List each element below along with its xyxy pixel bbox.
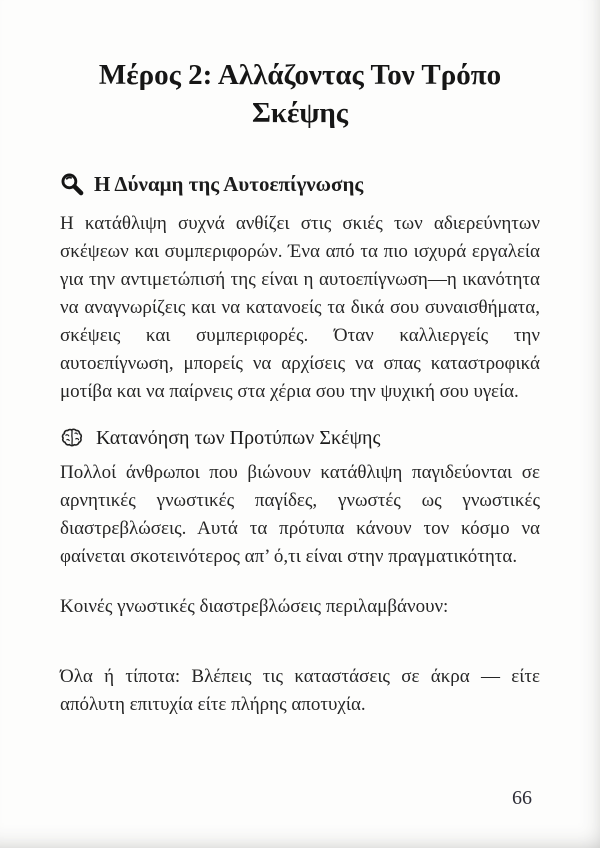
section-heading-label: Η Δύναμη της Αυτοεπίγνωσης [94,171,364,196]
section-heading-label: Κατανόηση των Προτύπων Σκέψης [96,426,381,449]
magnifier-icon [60,172,84,196]
distortion-item-all-or-nothing: Όλα ή τίποτα: Βλέπεις τις καταστάσεις σε άκρα — είτε απόλυτη επιτυχία είτε πλήρης αποτυχία. [60,665,540,715]
paragraph-thought-patterns: Πολλοί άνθρωποι που βιώνουν κατάθλιψη παγιδεύονται σε αρνητικές γνωστικές παγίδες, γνωστές ως γνωστικές διαστρεβλώσεις. Αυτά τα πρότυπα κάνουν τον κόσμο να φαίνεται σκοτεινότερος απ’ ό,τι είναι στην πραγματικότητα. [60,461,540,567]
brain-icon [60,427,86,449]
distortions-intro: Κοινές γνωστικές διαστρεβλώσεις περιλαμβάνουν: [60,595,449,617]
paragraph-self-awareness: Η κατάθλιψη συχνά ανθίζει στις σκιές των αδιερεύνητων σκέψεων και συμπεριφορών. Ένα από τα πιο ισχυρά εργαλεία για την αντιμετώπισή της είναι η αυτοεπίγνωση—η ικανότητα να αναγνωρίζεις και να κατανοείς τα δικά σου συναισθήματα, σκέψεις και συμπεριφορές. Όταν καλλιεργείς την αυτοεπίγνωση, μπορείς να αρχίσεις να σπας καταστροφικά μοτίβα και να παίρνεις στα χέρια σου την ψυχική σου υγεία. [60,212,540,402]
section-heading-self-awareness [60,169,540,199]
page-title: Μέρος 2: Αλλάζοντας Τον Τρόπο Σκέψης [98,59,502,130]
page-number: 66 [512,787,532,809]
section-heading-thought-patterns [60,423,540,453]
